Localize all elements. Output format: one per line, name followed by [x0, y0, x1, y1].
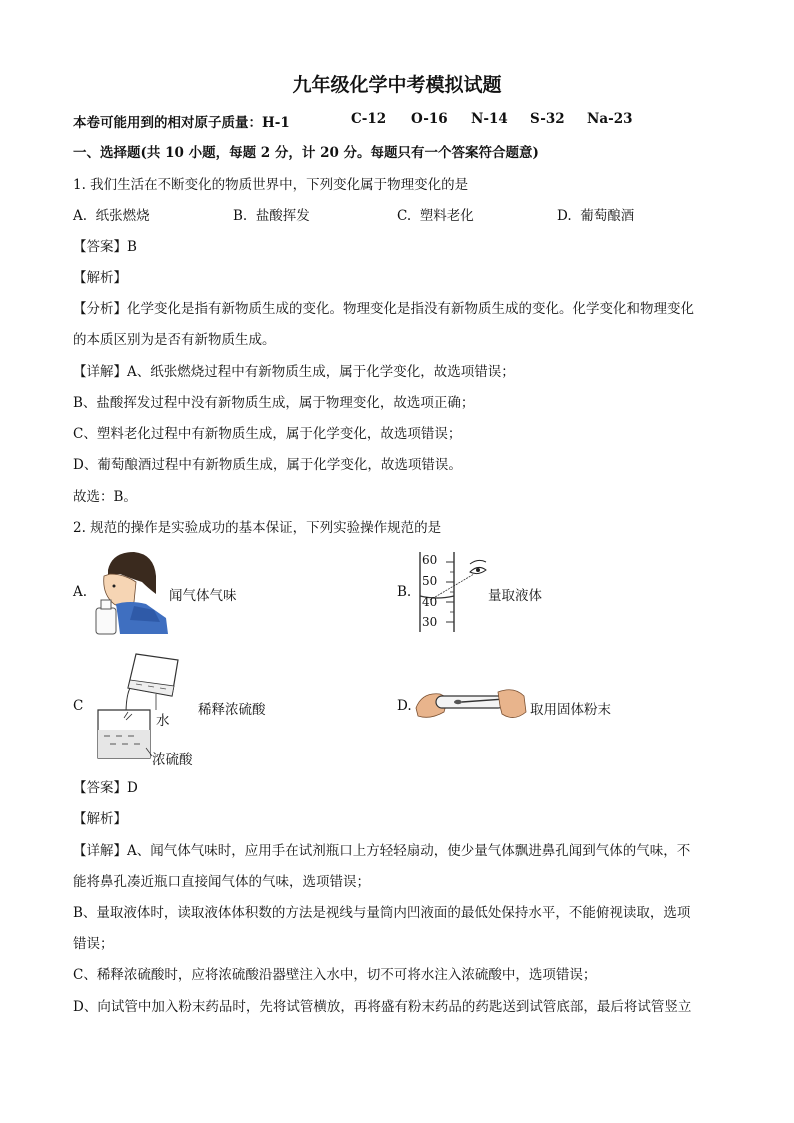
q2-detail-line: B、量取液体时，读取液体体积数的方法是视线与量筒内凹液面的最低处保持水平，不能俯视读取，选项: [73, 905, 691, 921]
q2-stem: 2. 规范的操作是实验成功的基本保证，下列实验操作规范的是: [73, 520, 442, 536]
atomic-mass-o: O-16: [411, 111, 448, 127]
option-text: 纸张燃烧: [95, 208, 150, 224]
cylinder-tick-label: 50: [422, 574, 438, 588]
q2-option-a-letter: A.: [73, 584, 88, 600]
option-text: 葡萄酿酒: [580, 208, 635, 224]
q1-detail-c: C、塑料老化过程中有新物质生成，属于化学变化，故选项错误；: [73, 426, 462, 442]
test-tube-powder-figure: [414, 682, 528, 726]
q2-detail-line: 能将鼻孔凑近瓶口直接闻气体的气味，选项错误；: [73, 874, 370, 890]
q2-option-d-caption: 取用固体粉末: [530, 702, 611, 718]
cylinder-tick-label: 40: [422, 595, 438, 609]
option-letter: D.: [557, 208, 572, 224]
q2-detail-line: C、稀释浓硫酸时，应将浓硫酸沿器壁注入水中，切不可将水注入浓硫酸中，选项错误；: [73, 967, 597, 983]
page-title: 九年级化学中考模拟试题: [292, 74, 502, 96]
q2-option-b-caption: 量取液体: [488, 588, 542, 604]
q1-option-a: [73, 204, 150, 224]
section-heading: 一、选择题(共 10 小题，每题 2 分，计 20 分。每题只有一个答案符合题意): [73, 145, 539, 161]
atomic-mass-s: S-32: [530, 111, 565, 127]
q1-conclusion: 故选：B。: [73, 489, 137, 505]
atomic-mass-n: N-14: [471, 111, 508, 127]
q1-detail-d: D、葡萄酿酒过程中有新物质生成，属于化学变化，故选项错误。: [73, 457, 462, 473]
q1-detail-b: B、盐酸挥发过程中没有新物质生成，属于物理变化，故选项正确；: [73, 395, 475, 411]
q2-detail-line: 错误；: [73, 936, 114, 952]
q1-fenxi-line1: 【分析】化学变化是指有新物质生成的变化。物理变化是指没有新物质生成的变化。化学变化和物理变化: [73, 301, 694, 317]
water-label: 水: [156, 713, 170, 729]
q1-option-c: [397, 204, 474, 224]
q1-analysis-tag: 【解析】: [73, 270, 127, 286]
q1-detail-a: 【详解】A、纸张燃烧过程中有新物质生成，属于化学变化，故选项错误；: [73, 364, 515, 380]
q2-analysis-tag: 【解析】: [73, 811, 127, 827]
option-letter: A.: [73, 208, 88, 224]
q2-option-a-caption: 闻气体气味: [169, 588, 237, 604]
q2-answer: 【答案】D: [73, 780, 138, 796]
atomic-mass-line: [73, 111, 290, 131]
acid-label: 浓硫酸: [152, 752, 193, 768]
q2-option-c-caption: 稀释浓硫酸: [198, 702, 266, 718]
option-letter: C.: [397, 208, 412, 224]
smelling-gas-figure: [90, 548, 170, 636]
atomic-mass-c: C-12: [351, 111, 387, 127]
q1-option-b: [233, 204, 310, 224]
option-text: 盐酸挥发: [255, 208, 310, 224]
q2-option-d-letter: D.: [397, 698, 412, 714]
q1-option-d: [557, 204, 634, 224]
q2-detail-line: 【详解】A、闻气体气味时，应用手在试剂瓶口上方轻轻扇动，使少量气体飘进鼻孔闻到气体的气味，不: [73, 843, 691, 859]
atomic-mass-na: Na-23: [587, 111, 633, 127]
option-letter: B.: [233, 208, 248, 224]
q1-stem: 1. 我们生活在不断变化的物质世界中，下列变化属于物理变化的是: [73, 177, 469, 193]
q1-fenxi-line2: 的本质区别为是否有新物质生成。: [73, 332, 276, 348]
atomic-mass-h: H-1: [262, 115, 290, 131]
q2-option-c-letter: C: [73, 698, 84, 714]
atomic-mass-prefix: 本卷可能用到的相对原子质量：: [73, 115, 262, 131]
q2-detail-line: D、向试管中加入粉末药品时，先将试管横放，再将盛有粉末药品的药匙送到试管底部，最后将试管竖立: [73, 999, 692, 1015]
cylinder-tick-label: 30: [422, 615, 438, 629]
option-text: 塑料老化: [419, 208, 474, 224]
q1-answer: 【答案】B: [73, 239, 137, 255]
cylinder-tick-label: 60: [422, 553, 438, 567]
q2-option-b-letter: B.: [397, 584, 412, 600]
